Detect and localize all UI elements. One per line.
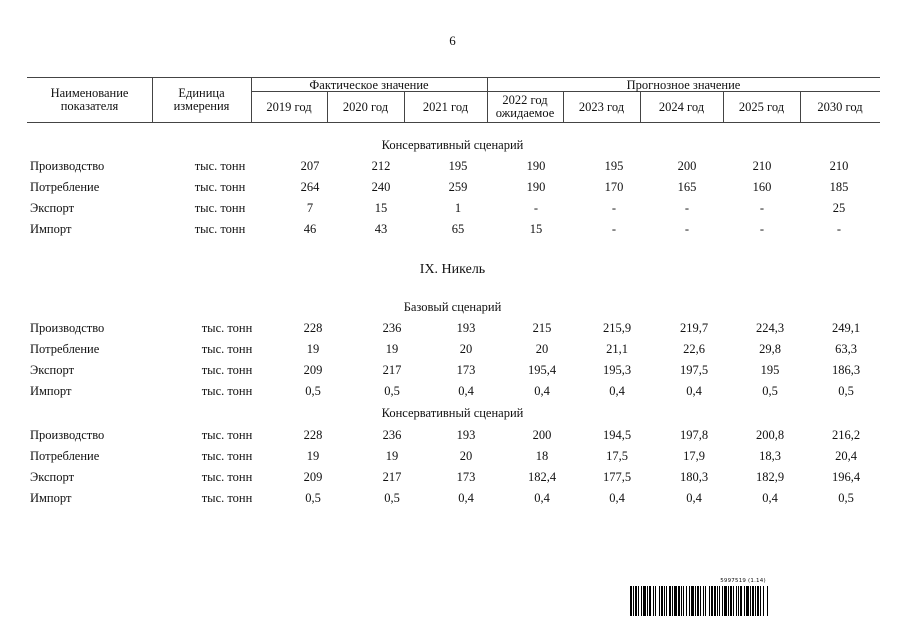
row-value: 165 xyxy=(677,180,697,194)
row-value: - xyxy=(759,222,765,236)
row-unit: тыс. тонн xyxy=(194,222,246,236)
row-value: 210 xyxy=(752,159,772,173)
row-unit: тыс. тонн xyxy=(201,449,253,463)
row-value: 190 xyxy=(526,159,546,173)
row-value: 0,4 xyxy=(686,384,702,398)
scenario-title: Консервативный сценарий xyxy=(381,138,524,152)
row-value: - xyxy=(611,222,617,236)
row-name: Производство xyxy=(30,321,105,335)
row-value: 212 xyxy=(371,159,391,173)
row-name: Потребление xyxy=(30,342,100,356)
row-value: 182,9 xyxy=(755,470,785,484)
row-value: 0,5 xyxy=(838,384,854,398)
scenario-title: Консервативный сценарий xyxy=(381,406,524,420)
table-row xyxy=(0,156,905,176)
row-value: 200 xyxy=(532,428,552,442)
row-name: Импорт xyxy=(30,491,72,505)
row-value: 193 xyxy=(456,321,476,335)
row-unit: тыс. тонн xyxy=(194,201,246,215)
table-row xyxy=(0,467,905,487)
row-value: 219,7 xyxy=(679,321,709,335)
barcode-bars xyxy=(630,586,856,616)
row-value: 0,5 xyxy=(384,384,400,398)
row-value: 217 xyxy=(382,363,402,377)
row-value: 160 xyxy=(752,180,772,194)
row-value: 20 xyxy=(535,342,549,356)
table-row xyxy=(0,177,905,197)
row-value: 20 xyxy=(459,449,473,463)
row-value: 215 xyxy=(532,321,552,335)
row-value: 0,5 xyxy=(762,384,778,398)
row-value: 19 xyxy=(385,342,399,356)
table-row xyxy=(0,360,905,380)
row-unit: тыс. тонн xyxy=(201,363,253,377)
row-value: 20 xyxy=(459,342,473,356)
row-value: 182,4 xyxy=(527,470,557,484)
row-value: 0,4 xyxy=(534,491,550,505)
row-value: - xyxy=(684,201,690,215)
row-value: 195,4 xyxy=(527,363,557,377)
row-value: 216,2 xyxy=(831,428,861,442)
row-name: Экспорт xyxy=(30,201,75,215)
row-value: 0,4 xyxy=(609,384,625,398)
row-value: 1 xyxy=(454,201,462,215)
row-value: 249,1 xyxy=(831,321,861,335)
row-value: 20,4 xyxy=(835,449,857,463)
row-value: 0,4 xyxy=(762,491,778,505)
row-value: 193 xyxy=(456,428,476,442)
barcode-text: 5997519 (1.14) xyxy=(720,578,766,584)
row-value: 19 xyxy=(306,342,320,356)
table-row xyxy=(0,446,905,466)
row-value: 0,5 xyxy=(384,491,400,505)
row-value: 228 xyxy=(303,321,323,335)
header-year: 2020 год xyxy=(342,100,389,114)
row-value: 65 xyxy=(451,222,465,236)
row-value: 209 xyxy=(303,470,323,484)
row-value: 0,5 xyxy=(305,384,321,398)
row-unit: тыс. тонн xyxy=(201,470,253,484)
row-name: Импорт xyxy=(30,222,72,236)
table-row xyxy=(0,198,905,218)
row-value: 228 xyxy=(303,428,323,442)
row-value: 25 xyxy=(832,201,846,215)
row-name: Экспорт xyxy=(30,470,75,484)
row-value: 200,8 xyxy=(755,428,785,442)
row-unit: тыс. тонн xyxy=(194,180,246,194)
row-value: 217 xyxy=(382,470,402,484)
row-value: - xyxy=(684,222,690,236)
table-row xyxy=(0,219,905,239)
row-value: 264 xyxy=(300,180,320,194)
row-unit: тыс. тонн xyxy=(201,384,253,398)
row-value: 259 xyxy=(448,180,468,194)
row-value: 22,6 xyxy=(683,342,705,356)
row-name: Потребление xyxy=(30,180,100,194)
row-value: 197,5 xyxy=(679,363,709,377)
row-value: 240 xyxy=(371,180,391,194)
row-value: 185 xyxy=(829,180,849,194)
row-unit: тыс. тонн xyxy=(201,342,253,356)
row-value: 207 xyxy=(300,159,320,173)
row-value: 200 xyxy=(677,159,697,173)
row-value: 29,8 xyxy=(759,342,781,356)
table-row xyxy=(0,425,905,445)
row-value: - xyxy=(759,201,765,215)
page-number: 6 xyxy=(449,33,456,48)
row-unit: тыс. тонн xyxy=(201,321,253,335)
table-row xyxy=(0,488,905,508)
row-value: 210 xyxy=(829,159,849,173)
row-value: - xyxy=(836,222,842,236)
row-value: 224,3 xyxy=(755,321,785,335)
row-value: 196,4 xyxy=(831,470,861,484)
row-value: 173 xyxy=(456,470,476,484)
header-group-actual: Фактическое значение xyxy=(309,78,429,92)
row-unit: тыс. тонн xyxy=(201,491,253,505)
row-value: 15 xyxy=(374,201,388,215)
row-value: 180,3 xyxy=(679,470,709,484)
row-value: 7 xyxy=(306,201,314,215)
header-bottom-rule xyxy=(27,122,880,123)
row-value: 177,5 xyxy=(602,470,632,484)
row-value: 236 xyxy=(382,321,402,335)
section-title: IX. Никель xyxy=(419,262,486,277)
row-value: 0,5 xyxy=(305,491,321,505)
row-name: Экспорт xyxy=(30,363,75,377)
row-value: 15 xyxy=(529,222,543,236)
row-unit: тыс. тонн xyxy=(194,159,246,173)
header-group-forecast: Прогнозное значение xyxy=(626,78,741,92)
row-value: 19 xyxy=(306,449,320,463)
row-value: 0,4 xyxy=(458,384,474,398)
row-value: 17,5 xyxy=(606,449,628,463)
row-value: 0,4 xyxy=(534,384,550,398)
row-value: 186,3 xyxy=(831,363,861,377)
row-value: 195 xyxy=(604,159,624,173)
header-year: 2021 год xyxy=(422,100,469,114)
row-value: 173 xyxy=(456,363,476,377)
row-value: 209 xyxy=(303,363,323,377)
row-value: 194,5 xyxy=(602,428,632,442)
table-row xyxy=(0,339,905,359)
header-name: Наименование показателя xyxy=(50,86,129,113)
row-value: 63,3 xyxy=(835,342,857,356)
row-name: Производство xyxy=(30,159,105,173)
row-value: - xyxy=(533,201,539,215)
row-value: 236 xyxy=(382,428,402,442)
row-value: 195 xyxy=(760,363,780,377)
row-value: 18,3 xyxy=(759,449,781,463)
barcode xyxy=(630,578,856,618)
table-row xyxy=(0,318,905,338)
row-value: 0,4 xyxy=(609,491,625,505)
row-name: Импорт xyxy=(30,384,72,398)
row-value: 195 xyxy=(448,159,468,173)
row-value: - xyxy=(611,201,617,215)
row-unit: тыс. тонн xyxy=(201,428,253,442)
row-name: Потребление xyxy=(30,449,100,463)
header-year: 2025 год xyxy=(738,100,785,114)
table-row xyxy=(0,381,905,401)
row-value: 170 xyxy=(604,180,624,194)
row-value: 190 xyxy=(526,180,546,194)
row-value: 21,1 xyxy=(606,342,628,356)
row-value: 0,4 xyxy=(686,491,702,505)
header-year: 2030 год xyxy=(817,100,863,114)
row-value: 215,9 xyxy=(602,321,632,335)
header-year-expected: 2022 год ожидаемое xyxy=(495,93,555,120)
row-value: 18 xyxy=(535,449,549,463)
header-unit: Единица измерения xyxy=(173,86,230,113)
row-value: 46 xyxy=(303,222,317,236)
header-top-rule xyxy=(27,77,880,78)
row-value: 0,5 xyxy=(838,491,854,505)
header-year: 2023 год xyxy=(578,100,625,114)
row-value: 197,8 xyxy=(679,428,709,442)
header-year: 2024 год xyxy=(658,100,705,114)
row-value: 17,9 xyxy=(683,449,705,463)
row-value: 19 xyxy=(385,449,399,463)
row-value: 0,4 xyxy=(458,491,474,505)
row-value: 43 xyxy=(374,222,388,236)
row-value: 195,3 xyxy=(602,363,632,377)
scenario-title: Базовый сценарий xyxy=(403,300,502,314)
header-year: 2019 год xyxy=(266,100,312,114)
row-name: Производство xyxy=(30,428,105,442)
